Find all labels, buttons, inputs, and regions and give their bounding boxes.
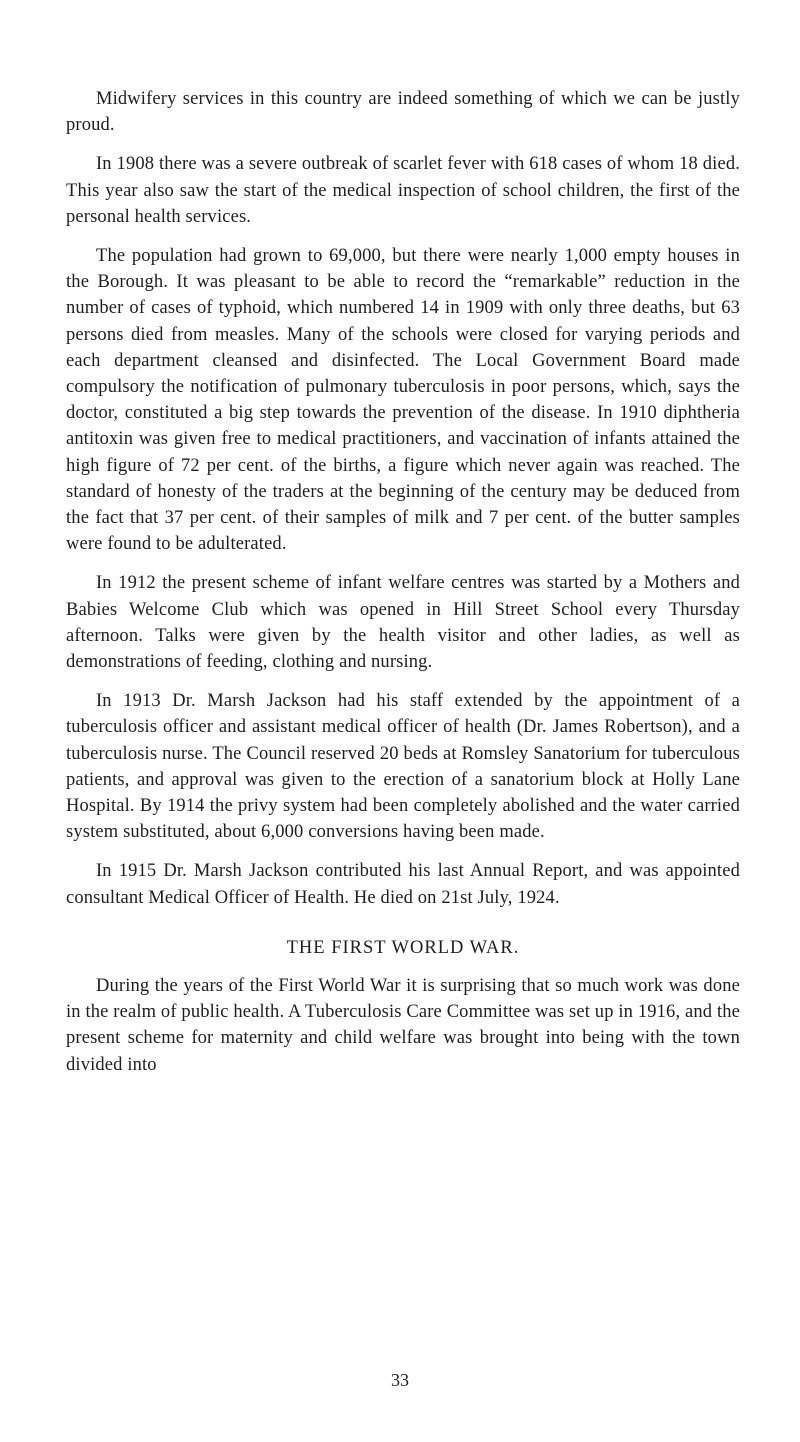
paragraph-population: The population had grown to 69,000, but there were nearly 1,000 empty houses in the Borough. It was pleasant to be able to record the “remarkable” reduction in the number of cases of typhoid, which numbered 14 in 1909 with only three deaths, but 63 persons died from measles. Many of the schools were closed for varying periods and each department cleansed and disinfected. The Local Government Board made compulsory the notification of pulmonary tuberculosis in poor persons, which, says the doctor, constituted a big step towards the prevention of the disease. In 1910 diphtheria antitoxin was given free to medical practitioners, and vaccination of infants attained the high figure of 72 per cent. of the births, a figure which never again was reached. The standard of honesty of the traders at the beginning of the century may be deduced from the fact that 37 per cent. of their samples of milk and 7 per cent. of the butter samples were found to be adulterated. [66, 246, 740, 555]
section-heading: THE FIRST WORLD WAR. [286, 937, 520, 958]
paragraph-midwifery: Midwifery services in this country are indeed something of which we can be justly proud. [66, 89, 740, 136]
paragraph-1912: In 1912 the present scheme of infant welfare centres was started by a Mothers and Babies Welcome Club which was opened in Hill Street School every Thursday afternoon. Talks were given by the health visitor and other ladies, as well as demonstrations of feeding, clothing and nursing. [66, 573, 740, 673]
paragraph-war: During the years of the First World War it is surprising that so much work was done in the realm of public health. A Tuberculosis Care Committee was set up in 1916, and the present scheme for maternity and child welfare was brought into being with the town divided into [66, 975, 740, 1075]
paragraph-1915: In 1915 Dr. Marsh Jackson contributed his last Annual Report, and was appointed consultant Medical Officer of Health. He died on 21st July, 1924. [66, 861, 740, 908]
document-page [66, 86, 740, 1078]
paragraph-1908: In 1908 there was a severe outbreak of scarlet fever with 618 cases of whom 18 died. This year also saw the start of the medical inspection of school children, the first of the personal health services. [66, 154, 740, 227]
paragraph-1913: In 1913 Dr. Marsh Jackson had his staff extended by the appointment of a tuberculosis officer and assistant medical officer of health (Dr. James Robertson), and a tuberculosis nurse. The Council reserved 20 beds at Romsley Sanatorium for tuberculous patients, and approval was given to the erection of a sanatorium block at Holly Lane Hospital. By 1914 the privy system had been completely abolished and the water carried system substituted, about 6,000 conversions having been made. [66, 691, 740, 843]
page-number: 33 [391, 1370, 409, 1390]
